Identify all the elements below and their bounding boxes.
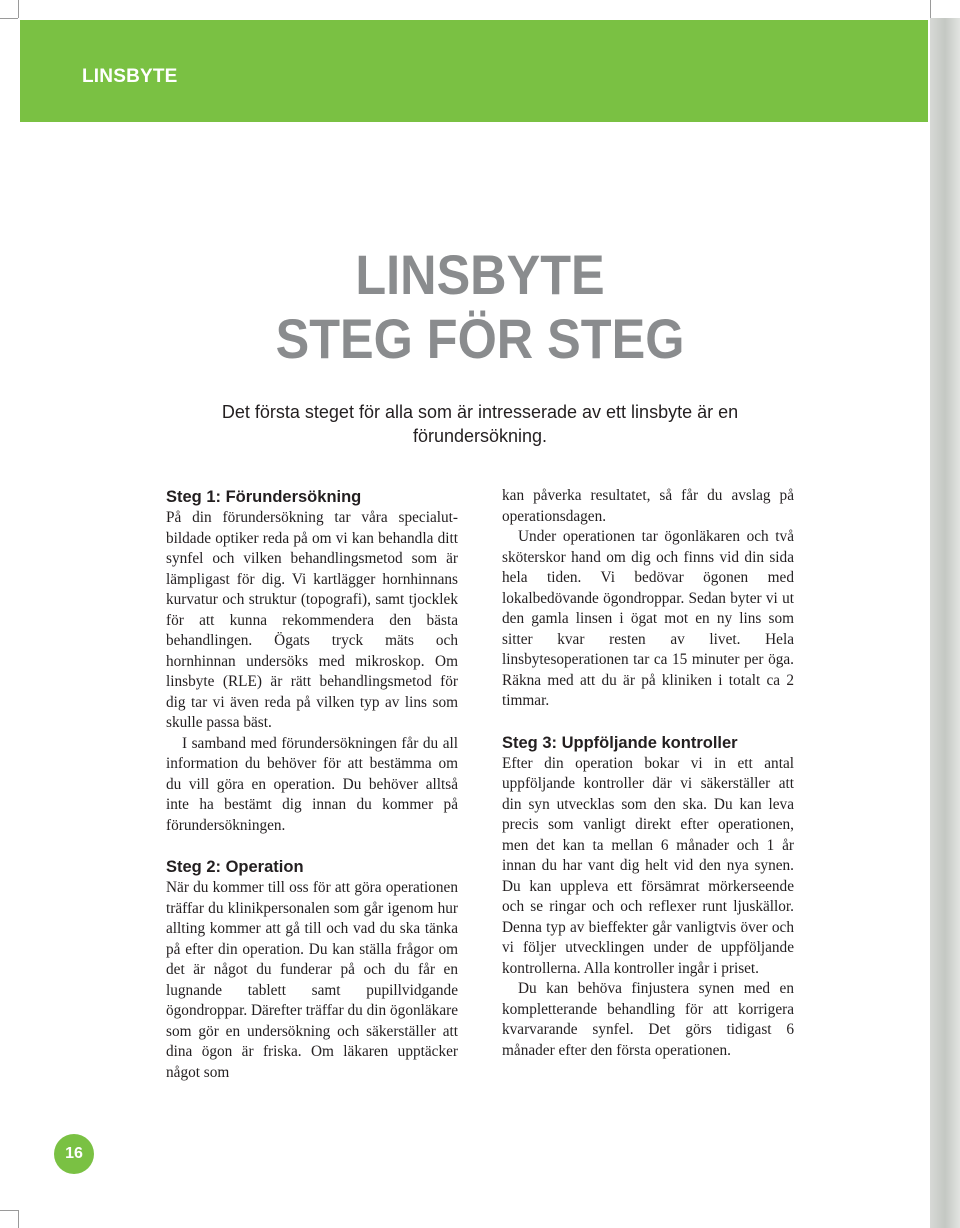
step-1-paragraph-1: På din förundersökning tar våra specialutbildade optiker reda på om vi kan behandla ditt synfel och vilken behandlingsmetod som är lämpligast för dig. Vi kartlägger hornhinnans kurvatur och struktur (topografi), samt tjocklek för att kunna rekommendera den bästa behandlingen. Ögats tryck mäts och hornhinnan undersöks med mikroskop. Om linsbyte (RLE) är rätt behandlingsmetod för dig tar vi även reda på vilken typ av lins som skulle passa bäst. (166, 509, 458, 731)
left-column (166, 486, 458, 1083)
step-2-paragraph-1-part-2: kan påverka resultatet, så får du avslag på operationsdagen. (502, 487, 794, 525)
crop-mark (0, 1210, 18, 1211)
page-title-line-2: STEG FÖR STEG (275, 307, 685, 370)
page-number-badge (54, 1134, 94, 1174)
crop-mark (0, 18, 18, 19)
section-label: LINSBYTE (82, 66, 178, 87)
intro-text: Det första steget för alla som är intresserade av ett linsbyte är en förundersökning. (221, 402, 739, 446)
step-1-paragraph-2: I samband med förundersökningen får du all information du behöver för att bestämma om du vill göra en operation. Du behöver alltså inte ha bestämt dig innan du kommer på förundersökningen. (166, 734, 458, 834)
crop-mark (18, 0, 19, 18)
step-3-paragraph-1: Efter din operation bokar vi in ett antal uppföljande kontroller där vi säkerställer att din syn utvecklas som den ska. Du kan leva precis som vanligt direkt efter operationen, men det kan ta mellan 6 månader och 1 år innan du har vant dig helt vid den nya synen. Du kan uppleva ett försämrat mörkerseende och se ringar och och reflexer runt ljuskällor. Denna typ av bieffekter går vanligtvis över och vi följer utvecklingen under de uppföljande kontrollerna. Alla kontroller ingår i priset. (502, 754, 794, 977)
step-2-paragraph-2: Under operationen tar ögonläkaren och två sköterskor hand om dig och finns vid din sida hela tiden. Vi bedövar ögonen med lokalbedövande ögondroppar. Sedan byter vi ut den gamla linsen i ögat mot en ny lins som sitter kvar resten av livet. Hela linsbytesoperationen tar ca 15 minuter per öga. Räkna med att du är på kliniken i totalt ca 2 timmar. (502, 528, 794, 709)
step-2-paragraph-1-part-1: När du kommer till oss för att göra operationen träffar du klinikpersonalen som går igenom hur allting kommer att gå till och vad du ska tänka på efter din operation. Du kan ställa frågor om det är något du funderar på och du får en lugnande tablett samt pupillvidgande ögondroppar. Därefter träffar du din ögonläkare som gör en undersökning och säkerställer att dina ögon är friska. Om läkaren upptäcker något som (166, 879, 458, 1081)
step-1-heading: Steg 1: Förundersökning (166, 488, 362, 506)
step-2-heading: Steg 2: Operation (166, 858, 304, 876)
page-edge-shading (930, 18, 960, 1228)
step-3-paragraph-2: Du kan behöva finjustera synen med en kompletterande behandling för att korrigera kvarvarande synfel. Det görs tidigast 6 månader efter den första operationen. (502, 980, 794, 1059)
right-column (502, 486, 794, 1061)
step-3-heading: Steg 3: Uppföljande kontroller (502, 733, 738, 752)
crop-mark (930, 0, 931, 18)
crop-mark (18, 1210, 19, 1228)
page-number: 16 (65, 1145, 83, 1162)
page-title-line-1: LINSBYTE (355, 243, 605, 306)
